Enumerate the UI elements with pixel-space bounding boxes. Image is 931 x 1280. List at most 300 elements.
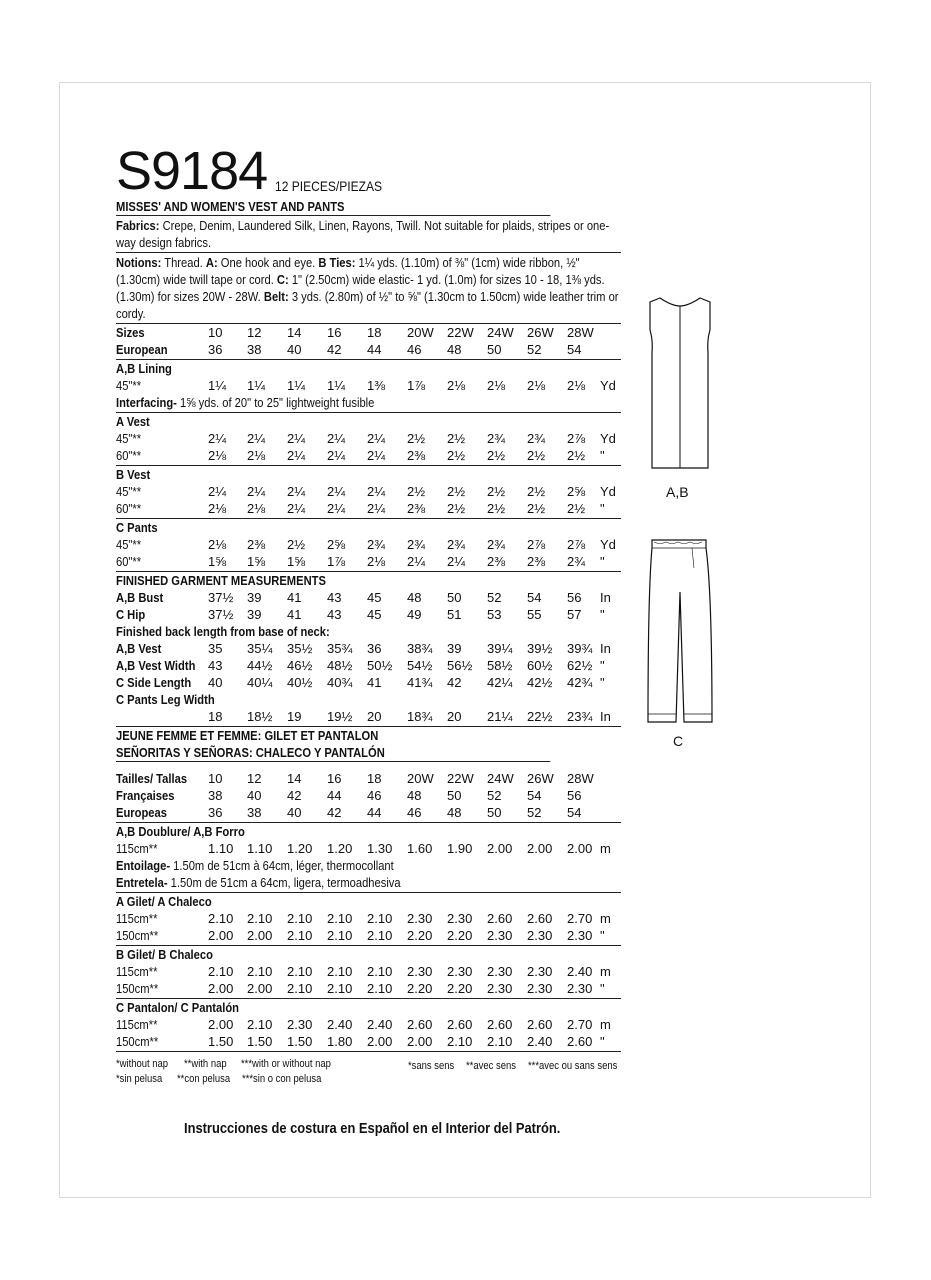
table-cell: 2⅛	[208, 448, 227, 463]
table-cell: 2¼	[247, 431, 266, 446]
table-cell: 46½	[287, 658, 313, 673]
table-row	[116, 483, 621, 500]
table-cell: 2.00	[208, 1017, 234, 1032]
table-cell: 56½	[447, 658, 473, 673]
table-cell: 2.20	[447, 981, 473, 996]
table-cell: 40	[208, 675, 223, 690]
table-cell: 40	[247, 788, 262, 803]
table-cell: 52	[527, 805, 542, 820]
table-row	[116, 500, 621, 519]
table-cell: 2⅛	[247, 501, 266, 516]
table-cell: 48	[407, 590, 422, 605]
table-cell: 42	[447, 675, 462, 690]
table-cell: 51	[447, 607, 462, 622]
table-cell: 2¾	[527, 431, 546, 446]
table-cell: 2.10	[287, 981, 313, 996]
table-cell: 50½	[367, 658, 393, 673]
table-cell: 2.60	[527, 911, 553, 926]
table-cell: 40½	[287, 675, 313, 690]
table-row	[116, 910, 621, 927]
footnote: *sans sens	[408, 1060, 455, 1072]
fabrics-text: Crepe, Denim, Laundered Silk, Linen, Rayons, Twill. Not suitable for plaids, stripes or one-way design fabrics.	[116, 218, 610, 250]
table-row	[116, 572, 621, 589]
table-cell: 62½	[567, 658, 593, 673]
table-cell: 42¼	[487, 675, 513, 690]
table-cell: 42¾	[567, 675, 593, 690]
unit-cell: m	[600, 1017, 611, 1032]
row-label: B Gilet/ B Chaleco	[116, 947, 213, 962]
table-cell: 2½	[447, 501, 466, 516]
table-cell: 2.30	[567, 981, 593, 996]
row-label: A Gilet/ A Chaleco	[116, 894, 212, 909]
table-cell: 40¾	[327, 675, 353, 690]
table-cell: 38¾	[407, 641, 433, 656]
table-cell: 2¼	[327, 448, 346, 463]
unit-cell: "	[600, 448, 605, 463]
table-cell: 2⅛	[247, 448, 266, 463]
table-cell: 2⅜	[247, 537, 266, 552]
table-row	[116, 430, 621, 447]
table-cell: 36	[367, 641, 382, 656]
table-cell: 2¾	[567, 554, 586, 569]
unit-cell: "	[600, 981, 605, 996]
table-cell: 44	[327, 788, 342, 803]
table-cell: 48	[447, 342, 462, 357]
table-cell: 24W	[487, 771, 514, 786]
table-row	[116, 341, 621, 360]
table-cell: 2⅛	[367, 554, 386, 569]
row-label: Entretela-	[116, 875, 168, 890]
table-cell: 2.00	[527, 841, 553, 856]
table-cell: 56	[567, 788, 582, 803]
table-cell: 2.10	[367, 911, 393, 926]
table-row	[116, 999, 621, 1016]
table-cell: 2.10	[208, 964, 234, 979]
footnote: ***with or without nap	[241, 1058, 331, 1070]
table-cell: 52	[487, 590, 502, 605]
table-cell: 2.10	[247, 911, 273, 926]
table-cell: 45	[367, 607, 382, 622]
vest-illustration	[640, 292, 720, 474]
row-label: Sizes	[116, 325, 145, 340]
yardage-table-english	[116, 324, 621, 727]
table-row	[116, 804, 621, 823]
unit-cell: "	[600, 658, 605, 673]
table-cell: 1.50	[208, 1034, 234, 1049]
table-row	[116, 963, 621, 980]
row-label: A Vest	[116, 414, 150, 429]
row-note	[116, 394, 374, 411]
unit-cell: "	[600, 501, 605, 516]
table-cell: 40	[287, 342, 302, 357]
notions-c-text: 1" (2.50cm) wide elastic- 1 yd. (1.0m) for sizes 10 - 18, 1⅜ yds. (1.30m) for sizes 20W - 28W.	[116, 272, 605, 304]
table-cell: 46	[407, 342, 422, 357]
piece-count: 12 PIECES/PIEZAS	[275, 178, 383, 194]
table-cell: 43	[208, 658, 223, 673]
table-cell: 2½	[447, 484, 466, 499]
table-cell: 2.20	[407, 981, 433, 996]
table-cell: 12	[247, 771, 262, 786]
table-cell: 2.10	[327, 981, 353, 996]
table-cell: 2⅛	[487, 378, 506, 393]
table-cell: 2.10	[367, 964, 393, 979]
table-cell: 38	[208, 788, 223, 803]
table-cell: 16	[327, 771, 342, 786]
unit-cell: "	[600, 1034, 605, 1049]
unit-cell: Yd	[600, 378, 616, 393]
table-cell: 2.10	[367, 981, 393, 996]
notions-a-text: One hook and eye.	[217, 255, 319, 270]
unit-cell: In	[600, 709, 611, 724]
table-row	[116, 857, 621, 874]
table-cell: 40¼	[247, 675, 273, 690]
table-cell: 2¼	[367, 484, 386, 499]
table-row	[116, 324, 621, 341]
table-cell: 28W	[567, 771, 594, 786]
row-label: 60"**	[116, 448, 142, 463]
row-note-text: 1⅝ yds. of 20" to 25" lightweight fusible	[176, 395, 375, 410]
table-cell: 2⅜	[527, 554, 546, 569]
table-cell: 52	[487, 788, 502, 803]
table-cell: 39	[247, 590, 262, 605]
table-cell: 2.30	[567, 928, 593, 943]
table-cell: 2⅝	[567, 484, 586, 499]
table-cell: 2.30	[527, 964, 553, 979]
table-cell: 2½	[407, 484, 426, 499]
table-cell: 1¼	[208, 378, 227, 393]
table-cell: 20	[447, 709, 462, 724]
unit-cell: "	[600, 675, 605, 690]
table-cell: 2.10	[447, 1034, 473, 1049]
row-label: C Pants	[116, 520, 158, 535]
table-cell: 39¾	[567, 641, 593, 656]
row-label: 45"**	[116, 484, 142, 499]
table-cell: 58½	[487, 658, 513, 673]
table-cell: 16	[327, 325, 342, 340]
table-cell: 1⅝	[247, 554, 266, 569]
table-cell: 2.00	[247, 981, 273, 996]
unit-cell: "	[600, 928, 605, 943]
table-row	[116, 394, 621, 413]
table-cell: 55	[527, 607, 542, 622]
footnote: **con pelusa	[177, 1073, 231, 1085]
table-cell: 2.10	[287, 928, 313, 943]
table-cell: 12	[247, 325, 262, 340]
table-cell: 2.00	[247, 928, 273, 943]
unit-cell: m	[600, 841, 611, 856]
table-cell: 35	[208, 641, 223, 656]
table-cell: 2¾	[407, 537, 426, 552]
table-cell: 18	[367, 771, 382, 786]
table-cell: 2.60	[527, 1017, 553, 1032]
table-cell: 26W	[527, 771, 554, 786]
table-cell: 2.00	[208, 928, 234, 943]
table-cell: 2.40	[327, 1017, 353, 1032]
table-cell: 39	[447, 641, 462, 656]
row-label: A,B Bust	[116, 590, 164, 605]
table-cell: 44	[367, 805, 382, 820]
table-cell: 60½	[527, 658, 553, 673]
table-cell: 2½	[287, 537, 306, 552]
table-cell: 2.70	[567, 911, 593, 926]
table-cell: 1.50	[287, 1034, 313, 1049]
row-label: 60"**	[116, 501, 142, 516]
row-label: 150cm**	[116, 928, 159, 943]
table-cell: 39¼	[487, 641, 513, 656]
table-cell: 20W	[407, 325, 434, 340]
row-note	[116, 874, 401, 891]
table-cell: 1.10	[247, 841, 273, 856]
yardage-table-metric	[116, 770, 621, 1052]
row-label: 150cm**	[116, 1034, 159, 1049]
row-note-text: 1.50m de 51cm à 64cm, léger, thermocollant	[170, 858, 394, 873]
table-cell: 49	[407, 607, 422, 622]
table-cell: 2¼	[367, 501, 386, 516]
row-label: Françaises	[116, 788, 175, 803]
row-label: 115cm**	[116, 964, 158, 979]
table-cell: 2¼	[367, 448, 386, 463]
table-cell: 38	[247, 342, 262, 357]
row-label: 150cm**	[116, 981, 159, 996]
table-cell: 2¼	[327, 484, 346, 499]
table-cell: 35¾	[327, 641, 353, 656]
table-cell: 1⅝	[208, 554, 227, 569]
table-cell: 36	[208, 342, 223, 357]
table-cell: 54	[567, 805, 582, 820]
table-cell: 1.50	[247, 1034, 273, 1049]
table-cell: 50	[487, 342, 502, 357]
table-row	[116, 893, 621, 910]
table-cell: 41	[287, 607, 302, 622]
table-cell: 2⅛	[527, 378, 546, 393]
table-cell: 2.40	[367, 1017, 393, 1032]
table-cell: 18½	[247, 709, 273, 724]
table-cell: 2½	[567, 448, 586, 463]
table-cell: 2¾	[367, 537, 386, 552]
table-cell: 1.20	[287, 841, 313, 856]
table-cell: 2½	[527, 484, 546, 499]
unit-cell: In	[600, 590, 611, 605]
row-label: 45"**	[116, 537, 142, 552]
table-cell: 22W	[447, 771, 474, 786]
table-cell: 2.30	[487, 928, 513, 943]
table-cell: 2.10	[247, 964, 273, 979]
notions-belt-text: 3 yds. (2.80m) of ½" to ⅝" (1.30cm to 1.50cm) wide leather trim or cordy.	[116, 289, 619, 321]
table-cell: 19	[287, 709, 302, 724]
table-row	[116, 980, 621, 999]
table-cell: 10	[208, 325, 223, 340]
table-cell: 1⅞	[327, 554, 346, 569]
footnotes	[116, 1055, 621, 1089]
notions-b-label: B Ties:	[318, 255, 356, 270]
footnote: ***avec ou sans sens	[528, 1060, 618, 1072]
table-cell: 1¼	[287, 378, 306, 393]
row-label: 115cm**	[116, 1017, 158, 1032]
table-cell: 18¾	[407, 709, 433, 724]
table-cell: 41	[367, 675, 382, 690]
table-cell: 22W	[447, 325, 474, 340]
table-row	[116, 606, 621, 623]
row-label: B Vest	[116, 467, 151, 482]
table-cell: 2.10	[487, 1034, 513, 1049]
table-row	[116, 823, 621, 840]
unit-cell: Yd	[600, 537, 616, 552]
table-cell: 1.60	[407, 841, 433, 856]
table-row	[116, 840, 621, 857]
row-label: Tailles/ Tallas	[116, 771, 188, 786]
table-cell: 2½	[407, 431, 426, 446]
table-cell: 48	[447, 805, 462, 820]
table-cell: 2⅜	[407, 448, 426, 463]
row-label: Finished back length from base of neck:	[116, 624, 330, 639]
table-cell: 10	[208, 771, 223, 786]
row-note	[116, 857, 394, 874]
row-label: 115cm**	[116, 911, 158, 926]
table-cell: 2.10	[367, 928, 393, 943]
table-row	[116, 377, 621, 394]
row-label: FINISHED GARMENT MEASUREMENTS	[116, 573, 326, 588]
table-cell: 41	[287, 590, 302, 605]
table-cell: 41¾	[407, 675, 433, 690]
table-cell: 42	[287, 788, 302, 803]
table-cell: 50	[447, 590, 462, 605]
table-cell: 2.10	[327, 928, 353, 943]
table-cell: 53	[487, 607, 502, 622]
table-cell: 2⅛	[208, 537, 227, 552]
table-cell: 2.60	[407, 1017, 433, 1032]
notions-belt-label: Belt:	[263, 289, 289, 304]
row-label: 115cm**	[116, 841, 158, 856]
table-cell: 2.30	[407, 911, 433, 926]
table-cell: 20W	[407, 771, 434, 786]
table-row	[116, 927, 621, 946]
table-cell: 2¼	[287, 501, 306, 516]
table-cell: 43	[327, 607, 342, 622]
table-cell: 54½	[407, 658, 433, 673]
table-cell: 2.00	[208, 981, 234, 996]
table-row	[116, 589, 621, 606]
table-cell: 2⅞	[567, 431, 586, 446]
table-cell: 42	[327, 805, 342, 820]
table-cell: 42	[327, 342, 342, 357]
table-cell: 14	[287, 325, 302, 340]
table-cell: 2⅜	[487, 554, 506, 569]
table-cell: 2½	[487, 501, 506, 516]
table-cell: 2¼	[247, 484, 266, 499]
footnote: **avec sens	[466, 1060, 516, 1072]
pattern-number: S9184	[116, 141, 268, 201]
fabrics-section	[116, 216, 621, 253]
table-cell: 2.10	[287, 911, 313, 926]
row-label: European	[116, 342, 168, 357]
footnote: *without nap	[116, 1058, 169, 1070]
table-cell: 1⅝	[287, 554, 306, 569]
table-cell: 48	[407, 788, 422, 803]
table-cell: 2⅛	[567, 378, 586, 393]
table-cell: 1.30	[367, 841, 393, 856]
table-cell: 19½	[327, 709, 353, 724]
table-cell: 39½	[527, 641, 553, 656]
table-cell: 2⅞	[527, 537, 546, 552]
table-cell: 43	[327, 590, 342, 605]
unit-cell: "	[600, 607, 605, 622]
table-cell: 18	[208, 709, 223, 724]
table-cell: 2.40	[527, 1034, 553, 1049]
table-cell: 48½	[327, 658, 353, 673]
unit-cell: m	[600, 911, 611, 926]
table-cell: 2¾	[487, 537, 506, 552]
table-row	[116, 413, 621, 430]
table-row	[116, 674, 621, 691]
table-cell: 37½	[208, 607, 234, 622]
table-cell: 36	[208, 805, 223, 820]
row-label: 45"**	[116, 378, 142, 393]
table-cell: 20	[367, 709, 382, 724]
table-cell: 2⅛	[447, 378, 466, 393]
row-label: A,B Lining	[116, 361, 172, 376]
table-row	[116, 770, 621, 787]
table-cell: 1¼	[247, 378, 266, 393]
table-cell: 40	[287, 805, 302, 820]
table-cell: 1.10	[208, 841, 234, 856]
table-cell: 54	[527, 590, 542, 605]
table-cell: 14	[287, 771, 302, 786]
table-cell: 2.60	[487, 911, 513, 926]
table-cell: 2½	[527, 448, 546, 463]
table-row	[116, 623, 621, 640]
pants-illustration	[640, 532, 720, 728]
row-label: A,B Vest	[116, 641, 162, 656]
table-cell: 2.30	[287, 1017, 313, 1032]
table-cell: 2¼	[287, 484, 306, 499]
unit-cell: m	[600, 964, 611, 979]
table-row	[116, 874, 621, 893]
table-cell: 2½	[567, 501, 586, 516]
table-cell: 2½	[447, 431, 466, 446]
table-row	[116, 360, 621, 377]
table-cell: 2.00	[407, 1034, 433, 1049]
table-cell: 2¼	[327, 501, 346, 516]
notions-section	[116, 253, 621, 324]
table-row	[116, 691, 621, 708]
table-cell: 44½	[247, 658, 273, 673]
row-label: 60"**	[116, 554, 142, 569]
table-row	[116, 1016, 621, 1033]
footnote: *sin pelusa	[116, 1073, 163, 1085]
notions-label: Notions:	[116, 255, 162, 270]
header	[116, 140, 621, 201]
table-cell: 2.20	[407, 928, 433, 943]
notions-a-label: A:	[205, 255, 218, 270]
table-cell: 54	[527, 788, 542, 803]
table-cell: 37½	[208, 590, 234, 605]
table-cell: 23¾	[567, 709, 593, 724]
table-cell: 2¼	[327, 431, 346, 446]
table-cell: 2½	[487, 448, 506, 463]
table-row	[116, 519, 621, 536]
table-cell: 2.30	[447, 964, 473, 979]
pattern-envelope-back	[116, 140, 621, 1089]
table-cell: 2.40	[567, 964, 593, 979]
table-cell: 50	[487, 805, 502, 820]
table-cell: 2½	[527, 501, 546, 516]
table-cell: 2.10	[287, 964, 313, 979]
table-cell: 1⅞	[407, 378, 426, 393]
row-label: C Pantalon/ C Pantalón	[116, 1000, 239, 1015]
spanish-instructions-note: Instrucciones de costura en Español en el Interior del Patrón.	[184, 1120, 561, 1137]
table-cell: 2⅜	[407, 501, 426, 516]
table-cell: 26W	[527, 325, 554, 340]
